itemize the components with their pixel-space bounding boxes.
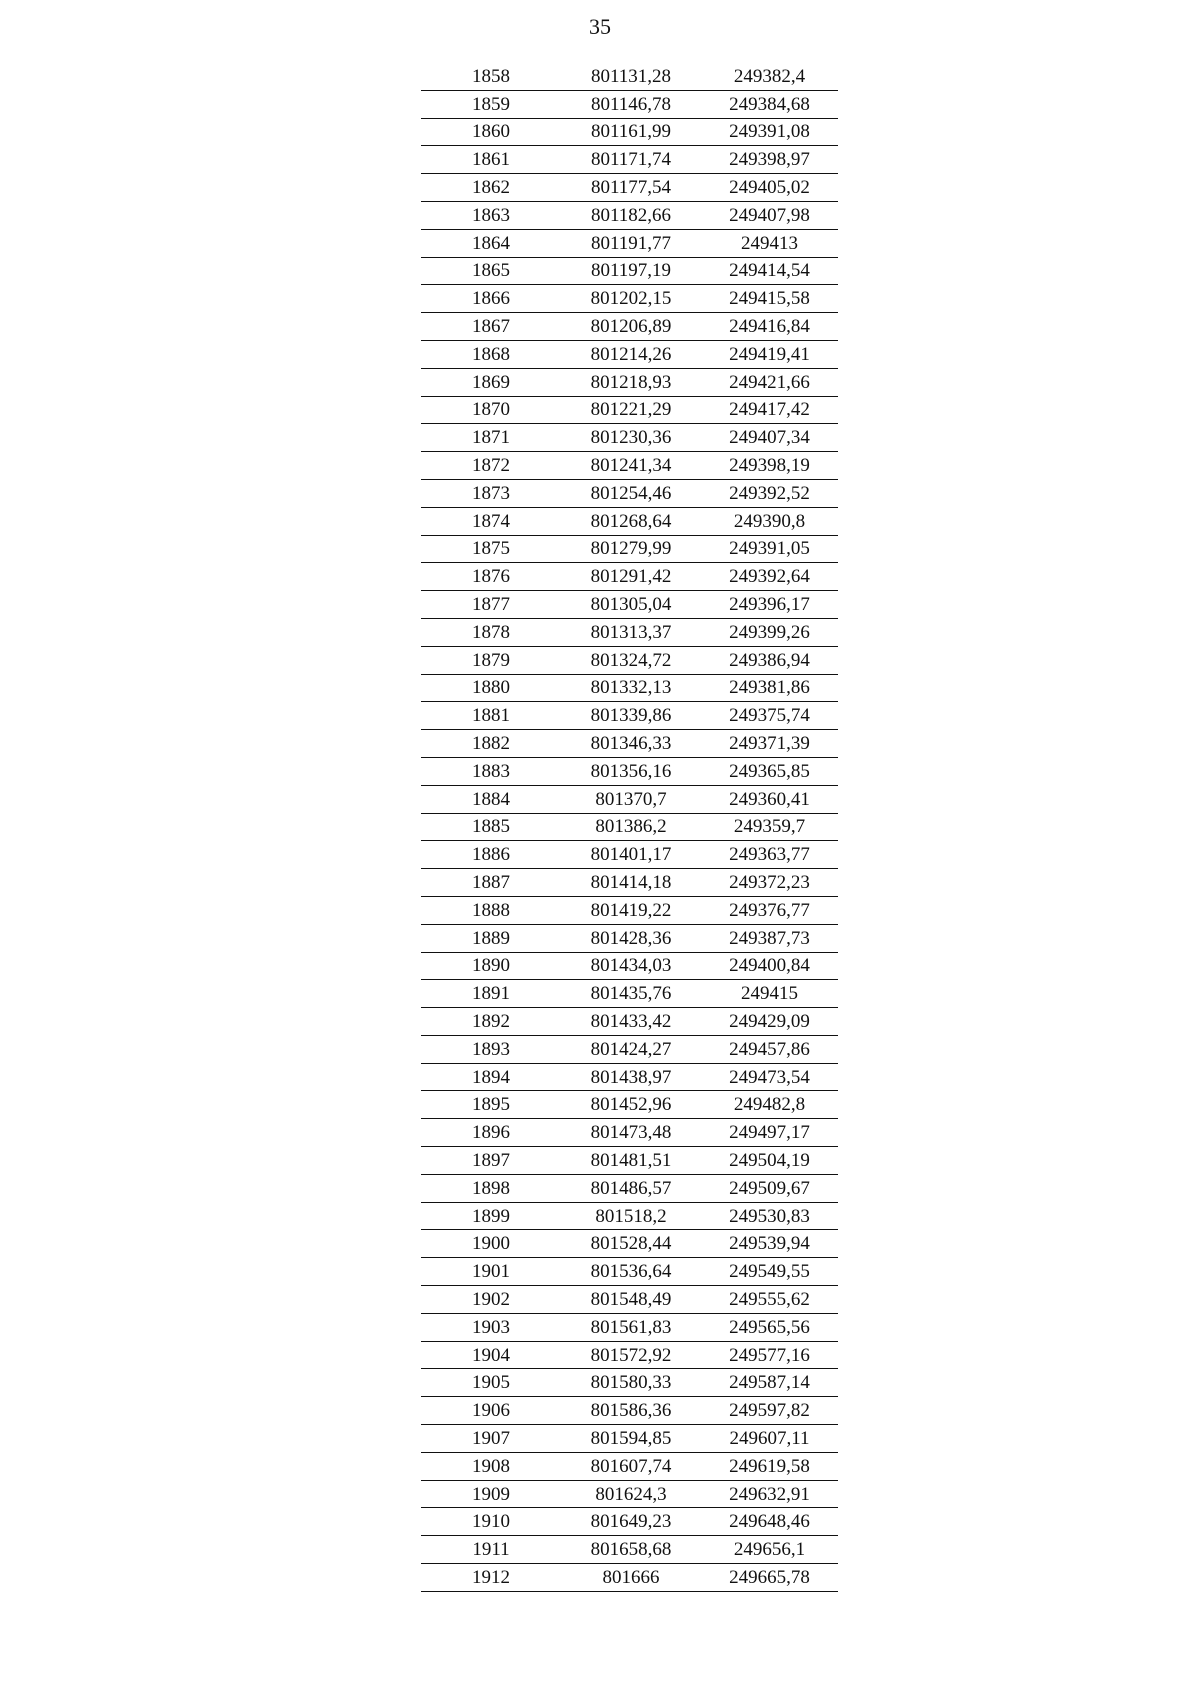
y-coordinate-cell: 249391,05: [701, 535, 838, 563]
point-number-cell: 1858: [421, 63, 561, 90]
x-coordinate-cell: 801419,22: [561, 896, 701, 924]
y-coordinate-cell: 249392,52: [701, 479, 838, 507]
x-coordinate-cell: 801182,66: [561, 201, 701, 229]
x-coordinate-cell: 801586,36: [561, 1397, 701, 1425]
point-number-cell: 1872: [421, 452, 561, 480]
y-coordinate-cell: 249398,97: [701, 146, 838, 174]
point-number-cell: 1865: [421, 257, 561, 285]
point-number-cell: 1881: [421, 702, 561, 730]
x-coordinate-cell: 801241,34: [561, 452, 701, 480]
table-row: [421, 1369, 838, 1397]
x-coordinate-cell: 801435,76: [561, 980, 701, 1008]
x-coordinate-cell: 801386,2: [561, 813, 701, 841]
y-coordinate-cell: 249632,91: [701, 1480, 838, 1508]
table-row: [421, 591, 838, 619]
x-coordinate-cell: 801649,23: [561, 1508, 701, 1536]
table-row: [421, 1119, 838, 1147]
point-number-cell: 1870: [421, 396, 561, 424]
table-row: [421, 174, 838, 202]
table-row: [421, 285, 838, 313]
point-number-cell: 1888: [421, 896, 561, 924]
point-number-cell: 1902: [421, 1286, 561, 1314]
x-coordinate-cell: 801572,92: [561, 1341, 701, 1369]
table-row: [421, 1480, 838, 1508]
coordinates-table-body: [421, 63, 838, 1591]
x-coordinate-cell: 801177,54: [561, 174, 701, 202]
point-number-cell: 1866: [421, 285, 561, 313]
table-row: [421, 1147, 838, 1175]
y-coordinate-cell: 249417,42: [701, 396, 838, 424]
point-number-cell: 1901: [421, 1258, 561, 1286]
table-row: [421, 1174, 838, 1202]
y-coordinate-cell: 249387,73: [701, 924, 838, 952]
y-coordinate-cell: 249392,64: [701, 563, 838, 591]
point-number-cell: 1868: [421, 340, 561, 368]
x-coordinate-cell: 801473,48: [561, 1119, 701, 1147]
point-number-cell: 1873: [421, 479, 561, 507]
y-coordinate-cell: 249415: [701, 980, 838, 1008]
y-coordinate-cell: 249504,19: [701, 1147, 838, 1175]
point-number-cell: 1909: [421, 1480, 561, 1508]
table-row: [421, 63, 838, 90]
table-row: [421, 1008, 838, 1036]
y-coordinate-cell: 249555,62: [701, 1286, 838, 1314]
y-coordinate-cell: 249360,41: [701, 785, 838, 813]
table-row: [421, 730, 838, 758]
y-coordinate-cell: 249587,14: [701, 1369, 838, 1397]
point-number-cell: 1893: [421, 1035, 561, 1063]
table-row: [421, 1425, 838, 1453]
point-number-cell: 1877: [421, 591, 561, 619]
point-number-cell: 1878: [421, 618, 561, 646]
x-coordinate-cell: 801414,18: [561, 869, 701, 897]
table-row: [421, 1091, 838, 1119]
point-number-cell: 1890: [421, 952, 561, 980]
x-coordinate-cell: 801218,93: [561, 368, 701, 396]
point-number-cell: 1912: [421, 1564, 561, 1592]
x-coordinate-cell: 801594,85: [561, 1425, 701, 1453]
x-coordinate-cell: 801305,04: [561, 591, 701, 619]
table-row: [421, 146, 838, 174]
page-number: 35: [589, 14, 611, 39]
point-number-cell: 1910: [421, 1508, 561, 1536]
coordinates-table: [421, 63, 838, 1592]
table-row: [421, 1564, 838, 1592]
table-row: [421, 1313, 838, 1341]
y-coordinate-cell: 249384,68: [701, 90, 838, 118]
point-number-cell: 1907: [421, 1425, 561, 1453]
x-coordinate-cell: 801658,68: [561, 1536, 701, 1564]
y-coordinate-cell: 249482,8: [701, 1091, 838, 1119]
point-number-cell: 1876: [421, 563, 561, 591]
point-number-cell: 1894: [421, 1063, 561, 1091]
x-coordinate-cell: 801452,96: [561, 1091, 701, 1119]
table-row: [421, 952, 838, 980]
y-coordinate-cell: 249359,7: [701, 813, 838, 841]
table-row: [421, 785, 838, 813]
y-coordinate-cell: 249365,85: [701, 757, 838, 785]
table-row: [421, 1508, 838, 1536]
y-coordinate-cell: 249413: [701, 229, 838, 257]
table-row: [421, 646, 838, 674]
y-coordinate-cell: 249457,86: [701, 1035, 838, 1063]
table-row: [421, 1063, 838, 1091]
x-coordinate-cell: 801230,36: [561, 424, 701, 452]
table-row: [421, 479, 838, 507]
point-number-cell: 1892: [421, 1008, 561, 1036]
y-coordinate-cell: 249549,55: [701, 1258, 838, 1286]
point-number-cell: 1867: [421, 313, 561, 341]
x-coordinate-cell: 801206,89: [561, 313, 701, 341]
x-coordinate-cell: 801424,27: [561, 1035, 701, 1063]
y-coordinate-cell: 249405,02: [701, 174, 838, 202]
table-row: [421, 507, 838, 535]
table-row: [421, 452, 838, 480]
table-row: [421, 424, 838, 452]
table-row: [421, 1397, 838, 1425]
x-coordinate-cell: 801221,29: [561, 396, 701, 424]
x-coordinate-cell: 801346,33: [561, 730, 701, 758]
y-coordinate-cell: 249619,58: [701, 1452, 838, 1480]
x-coordinate-cell: 801370,7: [561, 785, 701, 813]
table-row: [421, 1286, 838, 1314]
point-number-cell: 1903: [421, 1313, 561, 1341]
y-coordinate-cell: 249419,41: [701, 340, 838, 368]
x-coordinate-cell: 801268,64: [561, 507, 701, 535]
x-coordinate-cell: 801279,99: [561, 535, 701, 563]
x-coordinate-cell: 801202,15: [561, 285, 701, 313]
x-coordinate-cell: 801356,16: [561, 757, 701, 785]
point-number-cell: 1897: [421, 1147, 561, 1175]
x-coordinate-cell: 801536,64: [561, 1258, 701, 1286]
point-number-cell: 1908: [421, 1452, 561, 1480]
table-row: [421, 368, 838, 396]
point-number-cell: 1882: [421, 730, 561, 758]
table-row: [421, 535, 838, 563]
y-coordinate-cell: 249577,16: [701, 1341, 838, 1369]
y-coordinate-cell: 249381,86: [701, 674, 838, 702]
y-coordinate-cell: 249375,74: [701, 702, 838, 730]
x-coordinate-cell: 801481,51: [561, 1147, 701, 1175]
table-row: [421, 869, 838, 897]
x-coordinate-cell: 801291,42: [561, 563, 701, 591]
y-coordinate-cell: 249416,84: [701, 313, 838, 341]
point-number-cell: 1887: [421, 869, 561, 897]
y-coordinate-cell: 249597,82: [701, 1397, 838, 1425]
y-coordinate-cell: 249390,8: [701, 507, 838, 535]
point-number-cell: 1863: [421, 201, 561, 229]
table-row: [421, 1230, 838, 1258]
table-row: [421, 396, 838, 424]
y-coordinate-cell: 249414,54: [701, 257, 838, 285]
x-coordinate-cell: 801161,99: [561, 118, 701, 146]
x-coordinate-cell: 801171,74: [561, 146, 701, 174]
point-number-cell: 1891: [421, 980, 561, 1008]
table-row: [421, 1202, 838, 1230]
point-number-cell: 1864: [421, 229, 561, 257]
y-coordinate-cell: 249400,84: [701, 952, 838, 980]
table-row: [421, 841, 838, 869]
point-number-cell: 1871: [421, 424, 561, 452]
table-row: [421, 674, 838, 702]
x-coordinate-cell: 801332,13: [561, 674, 701, 702]
table-row: [421, 257, 838, 285]
table-row: [421, 924, 838, 952]
y-coordinate-cell: 249509,67: [701, 1174, 838, 1202]
x-coordinate-cell: 801197,19: [561, 257, 701, 285]
y-coordinate-cell: 249421,66: [701, 368, 838, 396]
table-row: [421, 896, 838, 924]
x-coordinate-cell: 801428,36: [561, 924, 701, 952]
x-coordinate-cell: 801214,26: [561, 340, 701, 368]
point-number-cell: 1869: [421, 368, 561, 396]
x-coordinate-cell: 801580,33: [561, 1369, 701, 1397]
point-number-cell: 1883: [421, 757, 561, 785]
x-coordinate-cell: 801191,77: [561, 229, 701, 257]
table-row: [421, 118, 838, 146]
table-row: [421, 618, 838, 646]
table-row: [421, 1341, 838, 1369]
point-number-cell: 1884: [421, 785, 561, 813]
y-coordinate-cell: 249386,94: [701, 646, 838, 674]
point-number-cell: 1895: [421, 1091, 561, 1119]
table-row: [421, 563, 838, 591]
x-coordinate-cell: 801624,3: [561, 1480, 701, 1508]
y-coordinate-cell: 249407,98: [701, 201, 838, 229]
x-coordinate-cell: 801561,83: [561, 1313, 701, 1341]
y-coordinate-cell: 249656,1: [701, 1536, 838, 1564]
point-number-cell: 1859: [421, 90, 561, 118]
x-coordinate-cell: 801518,2: [561, 1202, 701, 1230]
y-coordinate-cell: 249648,46: [701, 1508, 838, 1536]
y-coordinate-cell: 249363,77: [701, 841, 838, 869]
y-coordinate-cell: 249497,17: [701, 1119, 838, 1147]
table-row: [421, 1536, 838, 1564]
y-coordinate-cell: 249530,83: [701, 1202, 838, 1230]
point-number-cell: 1860: [421, 118, 561, 146]
point-number-cell: 1899: [421, 1202, 561, 1230]
x-coordinate-cell: 801528,44: [561, 1230, 701, 1258]
point-number-cell: 1911: [421, 1536, 561, 1564]
y-coordinate-cell: 249371,39: [701, 730, 838, 758]
y-coordinate-cell: 249415,58: [701, 285, 838, 313]
x-coordinate-cell: 801666: [561, 1564, 701, 1592]
point-number-cell: 1896: [421, 1119, 561, 1147]
point-number-cell: 1862: [421, 174, 561, 202]
point-number-cell: 1905: [421, 1369, 561, 1397]
table-row: [421, 1452, 838, 1480]
y-coordinate-cell: 249407,34: [701, 424, 838, 452]
y-coordinate-cell: 249607,11: [701, 1425, 838, 1453]
x-coordinate-cell: 801607,74: [561, 1452, 701, 1480]
x-coordinate-cell: 801548,49: [561, 1286, 701, 1314]
point-number-cell: 1879: [421, 646, 561, 674]
point-number-cell: 1904: [421, 1341, 561, 1369]
point-number-cell: 1874: [421, 507, 561, 535]
y-coordinate-cell: 249429,09: [701, 1008, 838, 1036]
y-coordinate-cell: 249391,08: [701, 118, 838, 146]
table-row: [421, 702, 838, 730]
x-coordinate-cell: 801254,46: [561, 479, 701, 507]
y-coordinate-cell: 249382,4: [701, 63, 838, 90]
table-row: [421, 229, 838, 257]
table-row: [421, 90, 838, 118]
point-number-cell: 1886: [421, 841, 561, 869]
x-coordinate-cell: 801131,28: [561, 63, 701, 90]
y-coordinate-cell: 249372,23: [701, 869, 838, 897]
y-coordinate-cell: 249398,19: [701, 452, 838, 480]
y-coordinate-cell: 249539,94: [701, 1230, 838, 1258]
table-row: [421, 201, 838, 229]
point-number-cell: 1906: [421, 1397, 561, 1425]
y-coordinate-cell: 249399,26: [701, 618, 838, 646]
point-number-cell: 1900: [421, 1230, 561, 1258]
point-number-cell: 1880: [421, 674, 561, 702]
x-coordinate-cell: 801401,17: [561, 841, 701, 869]
x-coordinate-cell: 801433,42: [561, 1008, 701, 1036]
table-row: [421, 1258, 838, 1286]
x-coordinate-cell: 801146,78: [561, 90, 701, 118]
y-coordinate-cell: 249396,17: [701, 591, 838, 619]
y-coordinate-cell: 249376,77: [701, 896, 838, 924]
x-coordinate-cell: 801313,37: [561, 618, 701, 646]
y-coordinate-cell: 249473,54: [701, 1063, 838, 1091]
table-row: [421, 757, 838, 785]
table-row: [421, 1035, 838, 1063]
point-number-cell: 1875: [421, 535, 561, 563]
y-coordinate-cell: 249665,78: [701, 1564, 838, 1592]
table-row: [421, 813, 838, 841]
x-coordinate-cell: 801324,72: [561, 646, 701, 674]
table-row: [421, 340, 838, 368]
x-coordinate-cell: 801486,57: [561, 1174, 701, 1202]
point-number-cell: 1898: [421, 1174, 561, 1202]
table-row: [421, 313, 838, 341]
x-coordinate-cell: 801438,97: [561, 1063, 701, 1091]
x-coordinate-cell: 801339,86: [561, 702, 701, 730]
point-number-cell: 1861: [421, 146, 561, 174]
y-coordinate-cell: 249565,56: [701, 1313, 838, 1341]
table-row: [421, 980, 838, 1008]
point-number-cell: 1889: [421, 924, 561, 952]
point-number-cell: 1885: [421, 813, 561, 841]
x-coordinate-cell: 801434,03: [561, 952, 701, 980]
